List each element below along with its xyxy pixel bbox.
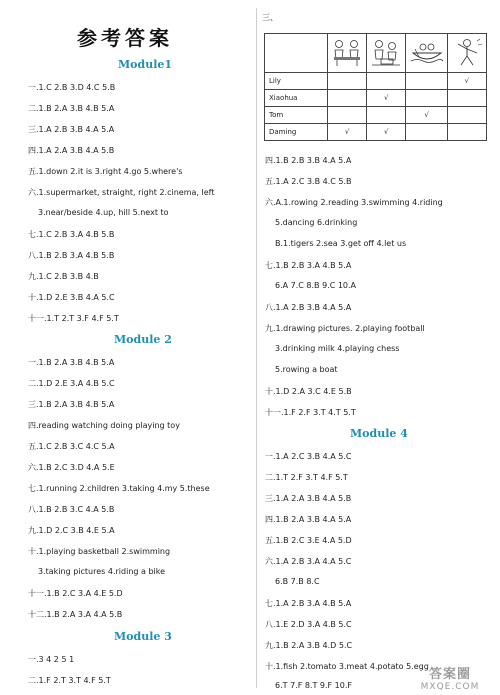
student-name: Daming	[265, 124, 328, 141]
check-cell: √	[367, 124, 406, 141]
child-dancing-icon	[450, 37, 484, 67]
answer-line: 七.1.A 2.B 3.A 4.B 5.A	[265, 599, 352, 608]
answer-line: 四.1.A 2.A 3.B 4.A 5.B	[28, 146, 115, 155]
module4-heading: Module 4	[350, 427, 408, 440]
boat-icon	[409, 37, 445, 67]
answer-line: 七.1.running 2.children 3.taking 4.my 5.these	[28, 484, 210, 493]
check-cell	[367, 107, 406, 124]
table-picture-cell	[367, 34, 406, 73]
section3-label: 三、	[262, 13, 278, 22]
children-playing-icon	[369, 37, 403, 67]
watermark-url: MXQE.COM	[420, 682, 480, 692]
check-cell	[328, 90, 367, 107]
answer-line: 三.1.A 2.B 3.B 4.A 5.A	[28, 125, 115, 134]
answer-line: 九.1.B 2.A 3.B 4.D 5.C	[265, 641, 353, 650]
student-name: Xiaohua	[265, 90, 328, 107]
answer-line: 六.1.supermarket, straight, right 2.cinema, left	[28, 188, 215, 197]
answer-line: 六.A.1.rowing 2.reading 3.swimming 4.riding	[265, 198, 443, 207]
answer-line: 二.1.T 2.F 3.T 4.F 5.T	[265, 473, 348, 482]
answer-line: 九.1.D 2.C 3.B 4.E 5.A	[28, 526, 115, 535]
answer-line: 十一.1.B 2.C 3.A 4.E 5.D	[28, 589, 123, 598]
answer-line: 十.1.D 2.E 3.B 4.A 5.C	[28, 293, 115, 302]
answer-line: 六.1.B 2.C 3.D 4.A 5.E	[28, 463, 115, 472]
answer-line: 一.1.B 2.A 3.B 4.B 5.A	[28, 358, 115, 367]
answer-line: 五.1.B 2.C 3.E 4.A 5.D	[265, 536, 352, 545]
answer-line: 十.1.playing basketball 2.swimming	[28, 547, 171, 556]
answer-line: 6.A 7.C 8.B 9.C 10.A	[275, 281, 357, 290]
watermark-logo-text: 答案圈	[428, 667, 471, 682]
check-cell	[406, 124, 447, 141]
answer-line: 十一.1.F 2.F 3.T 4.T 5.T	[265, 408, 356, 417]
column-divider	[256, 8, 257, 688]
site-watermark	[404, 663, 496, 693]
answer-line: 一.3 4 2 5 1	[28, 655, 75, 664]
check-cell	[406, 90, 447, 107]
table-row	[265, 90, 487, 107]
module2-heading: Module 2	[114, 333, 172, 346]
answer-line: 七.1.B 2.B 3.A 4.B 5.A	[265, 261, 352, 270]
answer-line: 二.1.F 2.T 3.T 4.F 5.T	[28, 676, 111, 685]
check-cell: √	[328, 124, 367, 141]
answer-line: 一.1.A 2.C 3.B 4.A 5.C	[265, 452, 352, 461]
answer-line: 6.T 7.F 8.T 9.F 10.F	[275, 681, 353, 690]
table-picture-cell	[406, 34, 447, 73]
answer-table	[264, 33, 487, 141]
answer-line: 十.1.fish 2.tomato 3.meat 4.potato 5.egg	[265, 662, 429, 671]
check-cell: √	[406, 107, 447, 124]
answer-line: 四.reading watching doing playing toy	[28, 421, 180, 430]
answer-line: 八.1.B 2.B 3.A 4.B 5.B	[28, 251, 115, 260]
table-picture-cell	[328, 34, 367, 73]
answer-line: 六.1.A 2.B 3.A 4.A 5.C	[265, 557, 352, 566]
answer-line: 6.B 7.B 8.C	[275, 577, 320, 586]
answer-line: 十二.1.B 2.A 3.A 4.A 5.B	[28, 610, 123, 619]
answer-line: 5.rowing a boat	[275, 365, 338, 374]
answer-line: 八.1.B 2.B 3.C 4.A 5.B	[28, 505, 115, 514]
table-row	[265, 107, 487, 124]
student-name: Lily	[265, 73, 328, 90]
student-name: Tom	[265, 107, 328, 124]
module3-heading: Module 3	[114, 630, 172, 643]
answer-line: 四.1.B 2.A 3.B 4.A 5.A	[265, 515, 352, 524]
answer-line: 3.drinking milk 4.playing chess	[275, 344, 400, 353]
check-cell	[328, 73, 367, 90]
answer-line: 十一.1.T 2.T 3.F 4.F 5.T	[28, 314, 119, 323]
table-header-row	[265, 34, 487, 73]
check-cell: √	[367, 90, 406, 107]
answer-line: B.1.tigers 2.sea 3.get off 4.let us	[275, 239, 407, 248]
answer-line: 五.1.down 2.it is 3.right 4.go 5.where's	[28, 167, 183, 176]
answer-line: 五.1.A 2.C 3.B 4.C 5.B	[265, 177, 352, 186]
answer-line: 九.1.C 2.B 3.B 4.B	[28, 272, 99, 281]
check-cell	[447, 124, 486, 141]
answer-line: 5.dancing 6.drinking	[275, 218, 358, 227]
answer-line: 三.1.B 2.A 3.B 4.B 5.A	[28, 400, 115, 409]
table-picture-cell	[447, 34, 486, 73]
check-cell	[328, 107, 367, 124]
answer-line: 七.1.C 2.B 3.A 4.B 5.B	[28, 230, 115, 239]
check-cell	[367, 73, 406, 90]
table-corner-cell	[265, 34, 328, 73]
check-cell	[447, 107, 486, 124]
check-cell: √	[447, 73, 486, 90]
children-eating-icon	[330, 37, 364, 67]
check-cell	[447, 90, 486, 107]
answer-line: 九.1.drawing pictures. 2.playing football	[265, 324, 425, 333]
check-cell	[406, 73, 447, 90]
page-title: 参考答案	[77, 26, 173, 50]
answer-line: 二.1.B 2.A 3.B 4.B 5.A	[28, 104, 115, 113]
answer-line: 八.1.E 2.D 3.A 4.B 5.C	[265, 620, 352, 629]
answer-line: 一.1.C 2.B 3.D 4.C 5.B	[28, 83, 116, 92]
answer-line: 八.1.A 2.B 3.B 4.A 5.A	[265, 303, 352, 312]
answer-line: 四.1.B 2.B 3.B 4.A 5.A	[265, 156, 352, 165]
answer-line: 十.1.D 2.A 3.C 4.E 5.B	[265, 387, 352, 396]
table-row	[265, 124, 487, 141]
answer-line: 二.1.D 2.E 3.A 4.B 5.C	[28, 379, 115, 388]
module1-heading: Module1	[118, 58, 173, 71]
answer-line: 3.near/beside 4.up, hill 5.next to	[38, 208, 169, 217]
answer-line: 3.taking pictures 4.riding a bike	[38, 567, 166, 576]
answer-line: 五.1.C 2.B 3.C 4.C 5.A	[28, 442, 115, 451]
answer-line: 三.1.A 2.A 3.B 4.A 5.B	[265, 494, 352, 503]
table-row	[265, 73, 487, 90]
